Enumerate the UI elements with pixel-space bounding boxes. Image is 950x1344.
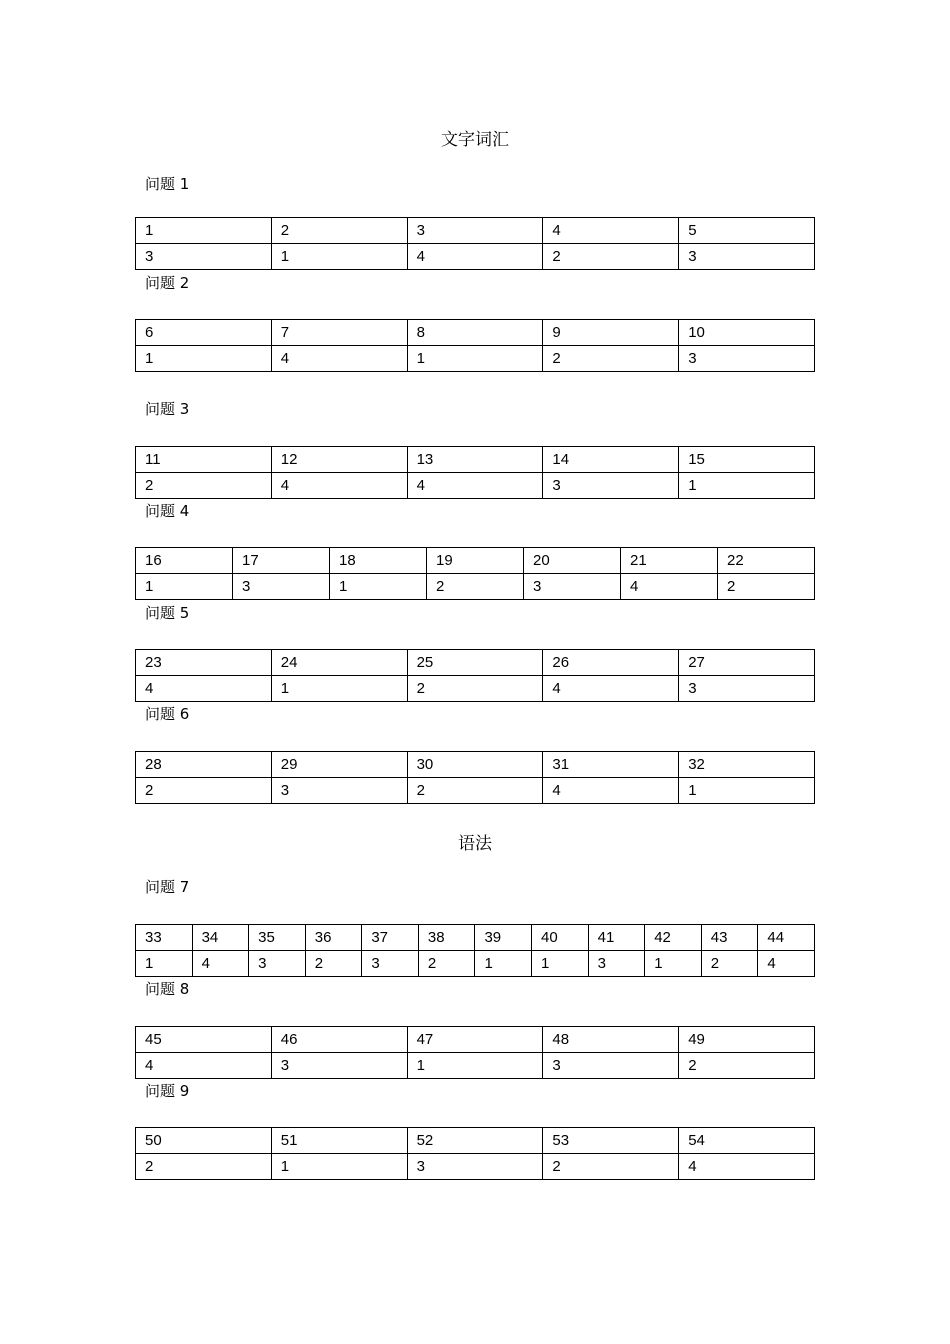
question-number-cell: 23	[136, 650, 272, 676]
question-label-5: 问题 5	[145, 604, 190, 622]
answer-row	[136, 244, 815, 270]
question-number-cell: 27	[679, 650, 815, 676]
answer-table-3	[135, 446, 815, 499]
question-number-cell: 31	[543, 752, 679, 778]
answer-row	[136, 574, 815, 600]
answer-cell: 3	[679, 346, 815, 372]
answer-cell: 2	[543, 346, 679, 372]
question-number-cell: 49	[679, 1027, 815, 1053]
question-number-cell: 32	[679, 752, 815, 778]
answer-cell: 3	[271, 778, 407, 804]
question-number-cell: 36	[305, 925, 362, 951]
question-number-cell: 5	[679, 218, 815, 244]
question-number-cell: 18	[330, 548, 427, 574]
answer-cell: 3	[543, 473, 679, 499]
answer-row	[136, 346, 815, 372]
question-number-row	[136, 752, 815, 778]
question-number-row	[136, 447, 815, 473]
question-number-cell: 50	[136, 1128, 272, 1154]
answer-cell: 2	[407, 778, 543, 804]
question-number-row	[136, 1027, 815, 1053]
question-number-cell: 13	[407, 447, 543, 473]
section-heading-grammar: 语法	[458, 834, 492, 854]
answer-cell: 1	[532, 951, 589, 977]
answer-cell: 3	[588, 951, 645, 977]
question-label-2: 问题 2	[145, 274, 190, 292]
question-number-cell: 14	[543, 447, 679, 473]
answer-cell: 2	[679, 1053, 815, 1079]
question-number-cell: 10	[679, 320, 815, 346]
question-label-1: 问题 1	[145, 175, 190, 193]
answer-cell: 1	[330, 574, 427, 600]
question-number-cell: 45	[136, 1027, 272, 1053]
answer-cell: 4	[407, 244, 543, 270]
question-number-cell: 34	[192, 925, 249, 951]
answer-cell: 2	[136, 778, 272, 804]
answer-cell: 2	[701, 951, 758, 977]
answer-cell: 3	[271, 1053, 407, 1079]
question-number-cell: 4	[543, 218, 679, 244]
answer-cell: 3	[407, 1154, 543, 1180]
answer-cell: 2	[136, 1154, 272, 1180]
answer-cell: 1	[271, 244, 407, 270]
question-number-cell: 47	[407, 1027, 543, 1053]
answer-cell: 1	[136, 346, 272, 372]
question-number-cell: 21	[621, 548, 718, 574]
answer-cell: 4	[271, 473, 407, 499]
answer-cell: 2	[543, 1154, 679, 1180]
question-number-cell: 48	[543, 1027, 679, 1053]
answer-cell: 4	[192, 951, 249, 977]
question-number-cell: 19	[427, 548, 524, 574]
question-number-cell: 7	[271, 320, 407, 346]
answer-cell: 1	[407, 346, 543, 372]
question-number-cell: 2	[271, 218, 407, 244]
answer-table-1	[135, 217, 815, 270]
answer-cell: 2	[718, 574, 815, 600]
question-number-cell: 51	[271, 1128, 407, 1154]
question-number-cell: 26	[543, 650, 679, 676]
question-number-row	[136, 320, 815, 346]
question-number-cell: 8	[407, 320, 543, 346]
question-number-row	[136, 1128, 815, 1154]
answer-table-7	[135, 924, 815, 977]
answer-cell: 4	[271, 346, 407, 372]
answer-cell: 4	[543, 676, 679, 702]
answer-cell: 3	[136, 244, 272, 270]
question-number-cell: 17	[233, 548, 330, 574]
question-number-cell: 37	[362, 925, 419, 951]
answer-cell: 4	[758, 951, 815, 977]
question-number-row	[136, 925, 815, 951]
answer-cell: 1	[679, 778, 815, 804]
section-heading-vocabulary: 文字词汇	[441, 130, 509, 150]
question-number-cell: 43	[701, 925, 758, 951]
question-number-cell: 9	[543, 320, 679, 346]
question-number-cell: 25	[407, 650, 543, 676]
question-number-cell: 46	[271, 1027, 407, 1053]
answer-cell: 1	[271, 676, 407, 702]
answer-cell: 4	[136, 1053, 272, 1079]
question-number-row	[136, 548, 815, 574]
answer-cell: 2	[136, 473, 272, 499]
answer-table-2	[135, 319, 815, 372]
question-number-cell: 38	[418, 925, 475, 951]
question-number-cell: 1	[136, 218, 272, 244]
question-number-cell: 24	[271, 650, 407, 676]
answer-row	[136, 1053, 815, 1079]
answer-cell: 3	[679, 244, 815, 270]
answer-table-8	[135, 1026, 815, 1079]
answer-cell: 1	[679, 473, 815, 499]
answer-cell: 1	[475, 951, 532, 977]
question-number-cell: 53	[543, 1128, 679, 1154]
answer-cell: 2	[427, 574, 524, 600]
answer-row	[136, 778, 815, 804]
question-number-row	[136, 218, 815, 244]
question-label-9: 问题 9	[145, 1082, 190, 1100]
question-number-row	[136, 650, 815, 676]
question-number-cell: 12	[271, 447, 407, 473]
answer-cell: 3	[679, 676, 815, 702]
answer-row	[136, 951, 815, 977]
question-number-cell: 11	[136, 447, 272, 473]
answer-cell: 4	[407, 473, 543, 499]
answer-cell: 1	[271, 1154, 407, 1180]
answer-cell: 3	[543, 1053, 679, 1079]
answer-cell: 3	[233, 574, 330, 600]
question-number-cell: 22	[718, 548, 815, 574]
question-number-cell: 40	[532, 925, 589, 951]
question-number-cell: 35	[249, 925, 306, 951]
question-number-cell: 6	[136, 320, 272, 346]
question-number-cell: 20	[524, 548, 621, 574]
question-number-cell: 54	[679, 1128, 815, 1154]
answer-row	[136, 473, 815, 499]
answer-cell: 4	[136, 676, 272, 702]
answer-table-4	[135, 547, 815, 600]
answer-row	[136, 1154, 815, 1180]
answer-row	[136, 676, 815, 702]
question-number-cell: 44	[758, 925, 815, 951]
answer-table-5	[135, 649, 815, 702]
answer-cell: 1	[407, 1053, 543, 1079]
answer-cell: 4	[621, 574, 718, 600]
answer-cell: 3	[524, 574, 621, 600]
answer-cell: 3	[249, 951, 306, 977]
question-number-cell: 41	[588, 925, 645, 951]
answer-cell: 1	[645, 951, 702, 977]
question-label-3: 问题 3	[145, 400, 190, 418]
answer-table-6	[135, 751, 815, 804]
question-number-cell: 30	[407, 752, 543, 778]
answer-cell: 2	[305, 951, 362, 977]
answer-cell: 2	[418, 951, 475, 977]
question-number-cell: 29	[271, 752, 407, 778]
answer-cell: 2	[407, 676, 543, 702]
question-number-cell: 52	[407, 1128, 543, 1154]
answer-cell: 2	[543, 244, 679, 270]
answer-cell: 3	[362, 951, 419, 977]
question-number-cell: 16	[136, 548, 233, 574]
question-number-cell: 33	[136, 925, 193, 951]
question-number-cell: 42	[645, 925, 702, 951]
answer-cell: 4	[679, 1154, 815, 1180]
question-number-cell: 15	[679, 447, 815, 473]
answer-cell: 1	[136, 951, 193, 977]
question-number-cell: 39	[475, 925, 532, 951]
answer-cell: 1	[136, 574, 233, 600]
answer-cell: 4	[543, 778, 679, 804]
answer-table-9	[135, 1127, 815, 1180]
question-label-4: 问题 4	[145, 502, 190, 520]
question-label-7: 问题 7	[145, 878, 190, 896]
question-label-6: 问题 6	[145, 705, 190, 723]
question-label-8: 问题 8	[145, 980, 190, 998]
question-number-cell: 28	[136, 752, 272, 778]
question-number-cell: 3	[407, 218, 543, 244]
